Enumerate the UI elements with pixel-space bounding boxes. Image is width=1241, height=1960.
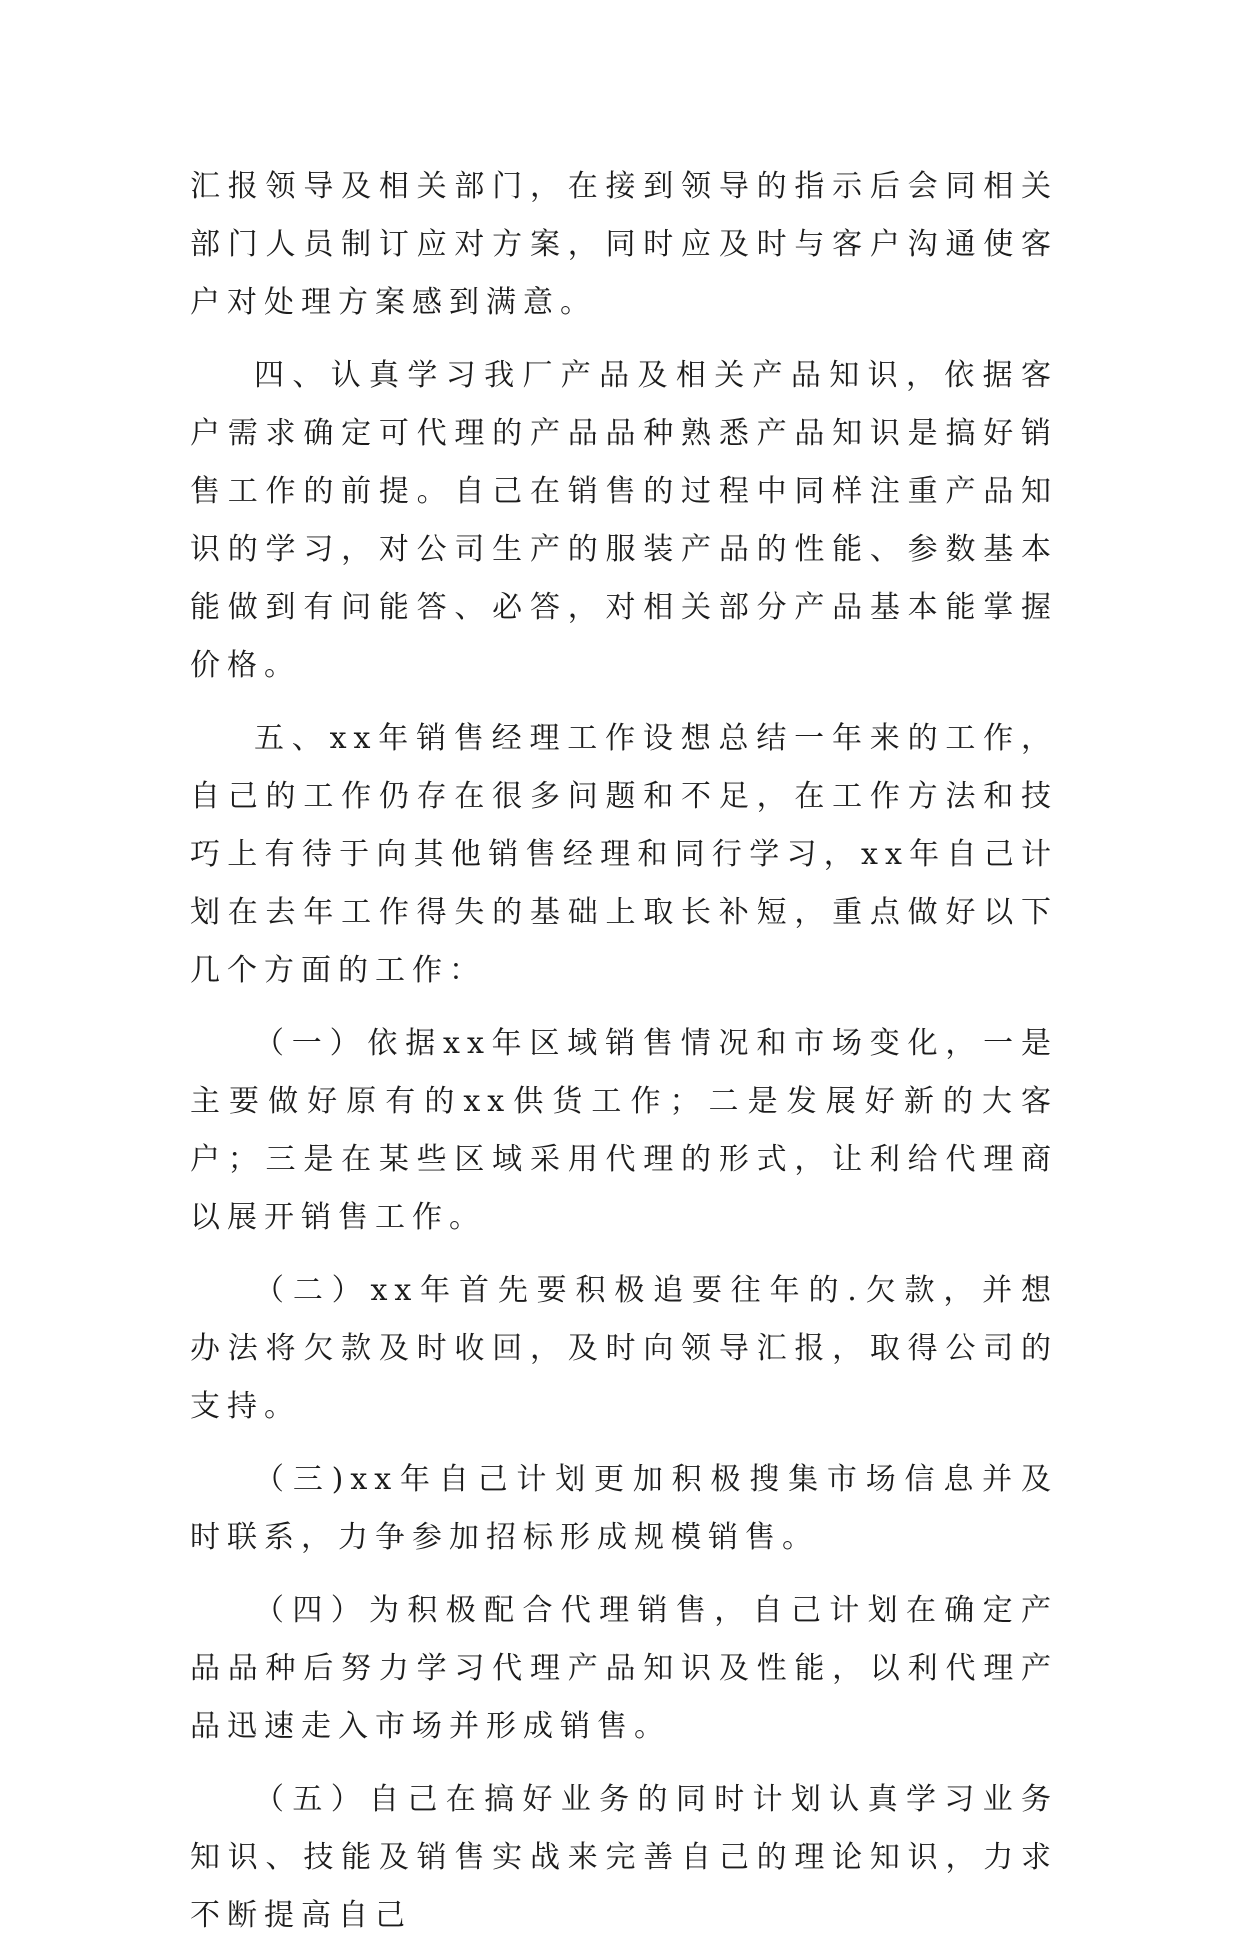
paragraph-5: （二）xx年首先要积极追要往年的.欠款，并想办法将欠款及时收回，及时向领导汇报，取得公司的支持。 <box>190 1273 1058 1424</box>
document-body <box>190 158 1058 1960</box>
paragraph-7: （四）为积极配合代理销售，自己计划在确定产品品种后努力学习代理产品知识及性能，以利代理产品迅速走入市场并形成销售。 <box>190 1593 1058 1744</box>
paragraph-1: 汇报领导及相关部门，在接到领导的指示后会同相关部门人员制订应对方案，同时应及时与客户沟通使客户对处理方案感到满意。 <box>190 169 1058 320</box>
paragraph-6: （三)xx年自己计划更加积极搜集市场信息并及时联系，力争参加招标形成规模销售。 <box>190 1462 1058 1555</box>
paragraph-4: （一）依据xx年区域销售情况和市场变化，一是主要做好原有的xx供货工作；二是发展好新的大客户；三是在某些区域采用代理的形式，让利给代理商以展开销售工作。 <box>190 1026 1058 1235</box>
paragraph-3: 五、xx年销售经理工作设想总结一年来的工作，自己的工作仍存在很多问题和不足，在工作方法和技巧上有待于向其他销售经理和同行学习，xx年自己计划在去年工作得失的基础上取长补短，重点做好以下几个方面的工作： <box>190 721 1058 988</box>
paragraph-8: （五）自己在搞好业务的同时计划认真学习业务知识、技能及销售实战来完善自己的理论知识，力求不断提高自己 <box>190 1782 1058 1933</box>
paragraph-2: 四、认真学习我厂产品及相关产品知识，依据客户需求确定可代理的产品品种熟悉产品知识是搞好销售工作的前提。自己在销售的过程中同样注重产品知识的学习，对公司生产的服装产品的性能、参数基本能做到有问能答、必答，对相关部分产品基本能掌握价格。 <box>190 358 1058 683</box>
